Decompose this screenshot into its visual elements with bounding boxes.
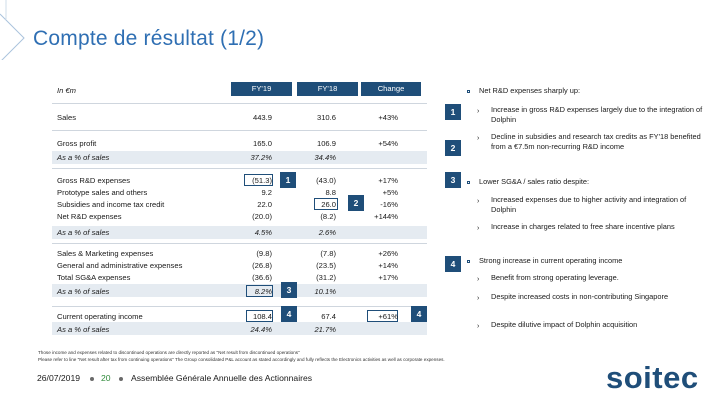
row-label-prototype: Prototype sales and others — [57, 188, 148, 197]
comment-coi-point-3: Despite dilutive impact of Dolphin acquisition — [491, 320, 638, 329]
comment-badge-3: 3 — [445, 172, 461, 188]
subsidies-fy18: 26.0 — [321, 200, 336, 209]
sm-change: +26% — [378, 249, 398, 258]
row-label-coi: Current operating income — [57, 312, 143, 321]
gross-rd-fy19: (51.3) — [252, 176, 272, 185]
header-fy18: FY'18 — [297, 82, 358, 96]
sga-change: +17% — [378, 273, 398, 282]
prototype-fy19: 9.2 — [261, 188, 272, 197]
comment-sga-point-1: Increased expenses due to higher activity and integration of Dolphin — [491, 195, 687, 214]
bullet-icon — [467, 90, 470, 93]
comment-coi-heading: Strong increase in current operating income — [479, 256, 623, 265]
gp-pct-fy19: 37.2% — [250, 153, 272, 162]
callout-badge-1: 1 — [280, 172, 296, 188]
gross-profit-change: +54% — [378, 139, 398, 148]
unit-label: In €m — [57, 86, 76, 95]
comment-coi-point-2: Despite increased costs in non-contributing Singapore — [491, 292, 669, 301]
row-label-sga: Total SG&A expenses — [57, 273, 131, 282]
comment-rd-point-1: Increase in gross R&D expenses largely due to the integration of Dolphin — [491, 105, 703, 124]
row-label-gp-pct: As a % of sales — [57, 153, 110, 162]
row-label-subsidies: Subsidies and income tax credit — [57, 200, 165, 209]
ga-fy19: (26.8) — [252, 261, 272, 270]
gross-rd-fy18: (43.0) — [316, 176, 336, 185]
comment-coi-point-1: Benefit from strong operating leverage. — [491, 273, 619, 282]
gross-profit-fy18: 106.9 — [316, 139, 336, 148]
sales-change: +43% — [378, 113, 398, 122]
header-change: Change — [361, 82, 421, 96]
gross-profit-fy19: 165.0 — [252, 139, 272, 148]
comment-rd-point-2: Decline in subsidies and research tax credits as FY'18 benefited from a €7.5m non-recurring R&D income — [491, 132, 701, 151]
row-divider — [52, 103, 427, 104]
net-rd-change: +144% — [374, 212, 398, 221]
row-label-rd-pct: As a % of sales — [57, 228, 110, 237]
row-label-sga-pct: As a % of sales — [57, 287, 110, 296]
sales-fy19: 443.9 — [252, 113, 272, 122]
bullet-icon — [467, 181, 470, 184]
header-fy19: FY'19 — [231, 82, 292, 96]
comment-sga-heading: Lower SG&A / sales ratio despite: — [479, 177, 590, 186]
sga-fy18: (31.2) — [316, 273, 336, 282]
coi-pct-fy18: 21.7% — [314, 325, 336, 334]
row-label-net-rd: Net R&D expenses — [57, 212, 122, 221]
row-label-gross-rd: Gross R&D expenses — [57, 176, 131, 185]
arrow-right-icon: › — [477, 295, 480, 302]
callout-badge-4: 4 — [281, 306, 297, 322]
sm-fy19: (9.8) — [256, 249, 272, 258]
rd-pct-fy19: 4.5% — [254, 228, 272, 237]
page-number: 20 — [101, 373, 111, 383]
footnote-2: Please refer to line "Net result after tax from continuing operations" The Group consolidated P&L account as stated accordingly and fully reflects the Electronics activities as well as corporate expenses. — [38, 357, 445, 362]
comment-sga-point-2: Increase in charges related to free share incentive plans — [491, 222, 675, 231]
row-label-gross-profit: Gross profit — [57, 139, 97, 148]
prototype-fy18: 8.8 — [325, 188, 336, 197]
footer-separator-dot — [90, 377, 94, 381]
row-divider — [52, 130, 427, 131]
sales-fy18: 310.6 — [316, 113, 336, 122]
coi-pct-fy19: 24.4% — [250, 325, 272, 334]
arrow-right-icon: › — [477, 198, 480, 205]
page-title: Compte de résultat (1/2) — [33, 27, 265, 50]
comment-badge-2: 2 — [445, 140, 461, 156]
prototype-change: +5% — [382, 188, 398, 197]
arrow-right-icon: › — [477, 323, 480, 330]
arrow-right-icon: › — [477, 276, 480, 283]
coi-fy19: 108.4 — [252, 312, 272, 321]
footer-date: 26/07/2019 — [37, 373, 81, 383]
rd-pct-fy18: 2.6% — [318, 228, 336, 237]
row-divider — [52, 243, 427, 244]
subsidies-change: -16% — [380, 200, 398, 209]
footer-event: Assemblée Générale Annuelle des Actionnaires — [131, 373, 313, 383]
coi-fy18: 67.4 — [321, 312, 336, 321]
ga-fy18: (23.5) — [316, 261, 336, 270]
row-label-sales: Sales — [57, 113, 76, 122]
sga-fy19: (36.6) — [252, 273, 272, 282]
ga-change: +14% — [378, 261, 398, 270]
net-rd-fy18: (8.2) — [320, 212, 336, 221]
soitec-logo: soitec — [606, 360, 699, 395]
arrow-right-icon: › — [477, 135, 480, 142]
footer-separator-dot — [119, 377, 123, 381]
coi-change: +61% — [378, 312, 398, 321]
row-label-ga: General and administrative expenses — [57, 261, 183, 270]
row-divider — [52, 168, 427, 169]
sm-fy18: (7.8) — [320, 249, 336, 258]
row-divider — [52, 306, 427, 307]
comment-badge-1: 1 — [445, 104, 461, 120]
chevron-decoration-icon — [0, 0, 30, 60]
sga-pct-fy19: 8.2% — [254, 287, 272, 296]
row-label-coi-pct: As a % of sales — [57, 325, 110, 334]
row-label-sm: Sales & Marketing expenses — [57, 249, 154, 258]
comment-badge-4: 4 — [445, 256, 461, 272]
arrow-right-icon: › — [477, 225, 480, 232]
callout-badge-3: 3 — [281, 282, 297, 298]
footnote-1: Those income and expenses related to discontinued operations are directly reported as "Net result from discontinued operations" — [38, 350, 300, 355]
comment-rd-heading: Net R&D expenses sharply up: — [479, 86, 581, 95]
gp-pct-fy18: 34.4% — [314, 153, 336, 162]
subsidies-fy19: 22.0 — [257, 200, 272, 209]
gross-rd-change: +17% — [378, 176, 398, 185]
sga-pct-fy18: 10.1% — [314, 287, 336, 296]
bullet-icon — [467, 260, 470, 263]
callout-badge-4-change: 4 — [411, 306, 427, 322]
arrow-right-icon: › — [477, 108, 480, 115]
net-rd-fy19: (20.0) — [252, 212, 272, 221]
callout-badge-2: 2 — [348, 195, 364, 211]
